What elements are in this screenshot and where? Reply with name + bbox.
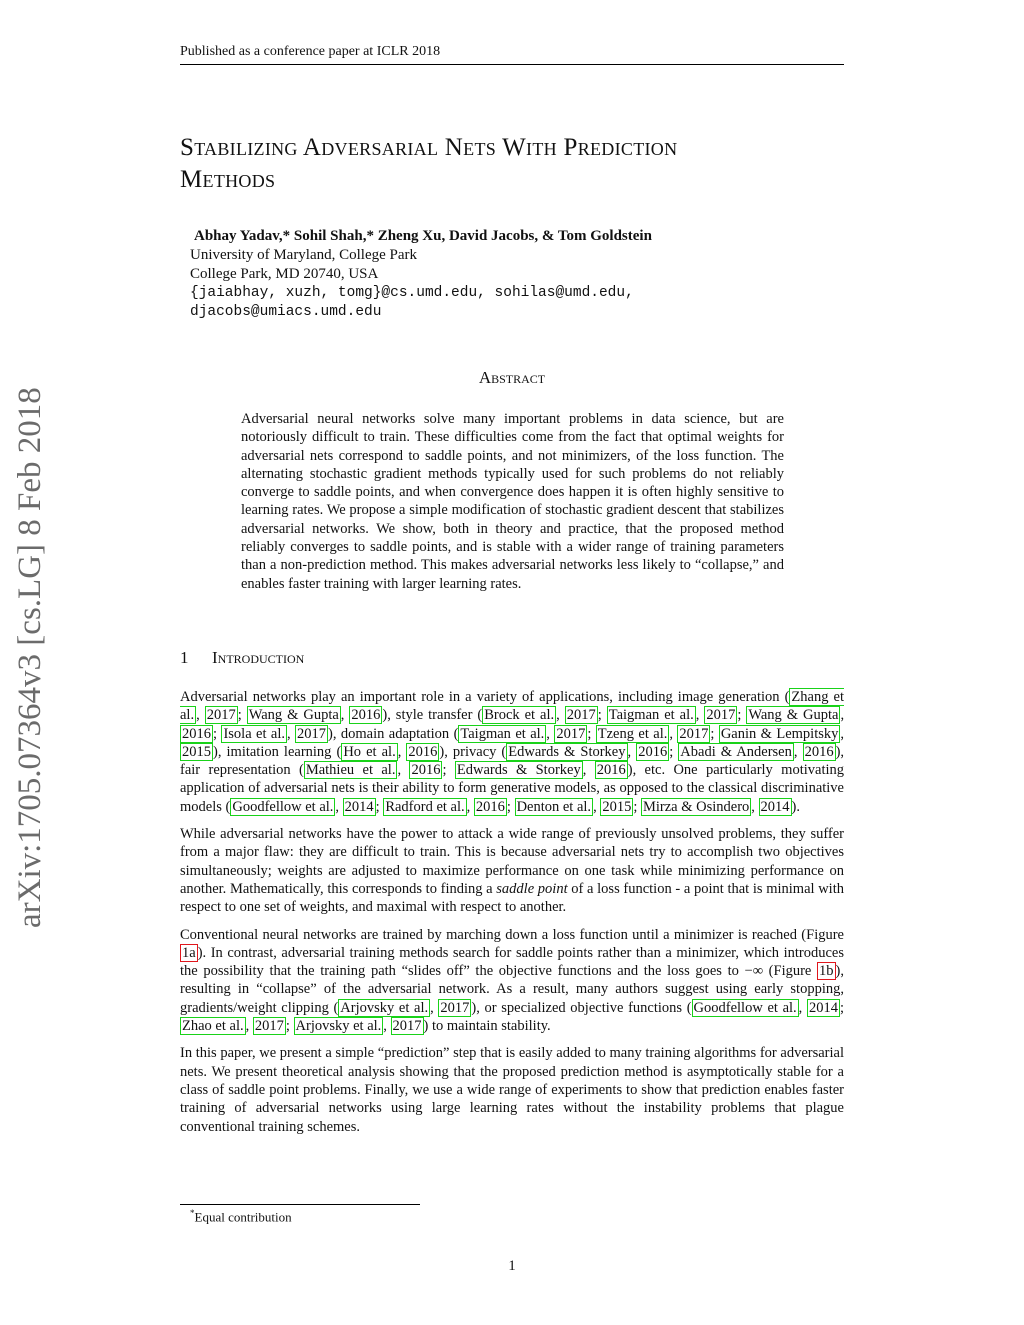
text: ).	[791, 798, 800, 815]
paragraph-4: In this paper, we present a simple “prediction” step that is easily added to many training algorithms for adversarial nets. We present theoretical analysis showing that the proposed prediction method is asymptotically stable for a class of saddle point problems. Finally, we use a wide range of experiments to show that prediction enables faster training of adversarial networks using large learning rates without the instability problems that plague conventional training schemes.	[180, 1045, 844, 1135]
emphasis: saddle point	[496, 880, 568, 897]
footnote-mark: *	[190, 1208, 195, 1218]
text: of a loss function - a point that is minimal with respect to one set of weights, and maximal with respect to another.	[180, 880, 844, 916]
text: ), or specialized objective functions (	[471, 999, 692, 1016]
text: ;	[839, 999, 844, 1016]
text: ;	[375, 798, 384, 815]
text: ;	[737, 707, 747, 724]
citation-link[interactable]: Ganin & Lempitsky	[720, 725, 839, 742]
text: ) to maintain stability.	[423, 1018, 551, 1035]
abstract-text: Adversarial neural networks solve many important problems in data science, but are notoriously difficult to train. These difficulties come from the fact that optimal weights for adversarial nets correspond to saddle points, and not minimizers, of the loss function. The alternating stochastic gradient methods typically used for such problems do not reliably converge to saddle points, and when convergence does happen it is often highly sensitive to learning rates. We propose a simple modification of stochastic gradient descent that stabilizes adversarial networks. We show, both in theory and practice, that the proposed method reliably converges to saddle points, and is stable with a wider range of training parameters than a non-prediction method. This makes adversarial networks less likely to “collapse,” and enables faster training with larger learning rates.	[241, 411, 784, 592]
citation-link[interactable]: Arjovsky et al.	[340, 999, 429, 1016]
citation-link[interactable]: Mirza & Osindero	[642, 798, 750, 815]
citation-year-link[interactable]: 2016	[408, 743, 438, 760]
abstract-heading: Abstract	[478, 368, 546, 387]
citation-link[interactable]: Wang & Gupta	[748, 707, 839, 724]
citation-link[interactable]: Wang & Gupta	[248, 707, 339, 724]
paragraph-3: Conventional neural networks are trained by marching down a loss function until a minimizer is reached (Figure 1a ). In contrast, adversarial training methods search for saddle points rather than a minimizer, which introduces the possibility that the training path “slides off” the objective functions and the loss goes to −∞ (Figure 1b ), resulting in “collapse” of the adversarial network. As a result, many authors suggest using early stopping, gradients/weight clipping ( Arjovsky et al. , 2017 ), or specialized objective functions ( Goodfellow et al. , 2014 ; Zhao et al. , 2017 ; Arjovsky et al. , 2017 ) to maintain stability.	[180, 926, 844, 1035]
citation-link[interactable]: Zhang et al.	[180, 689, 844, 724]
citation-link[interactable]: Arjovsky et al.	[295, 1018, 382, 1035]
citation-year-link[interactable]: 2015	[182, 743, 211, 760]
paragraph-1: Adversarial networks play an important role in a variety of applications, including image generation ( Zhang et al. , 2017 ; Wang & Gupta , 2016 ), style transfer ( Brock et al. , 2017 ; Taigman et al. , 2017 ; Wang & Gupta , 2016 ; Isola et al. , 2017 ), domain adaptation ( Taigman et al. , 2017 ; Tzeng et al. , 2017 ; Ganin & Lempitsky , 2015 ), imitation learning ( Ho et al. , 2016 ), privacy ( Edwards & Storkey , 2016 ; Abadi & Andersen , 2016 ), fair representation ( Mathieu et al. , 2016 ; Edwards & Storkey , 2016 ), etc. One particularly motivating application of adversarial nets is their ability to form generative models, as opposed to the classical discriminative models ( Goodfellow et al. , 2014 ; Radford et al. , 2016 ; Denton et al. , 2015 ; Mirza & Osindero , 2014 ).	[180, 689, 845, 815]
text: ;	[285, 1018, 294, 1035]
citation-year-link[interactable]: 2014	[808, 999, 838, 1016]
address: College Park, MD 20740, USA	[190, 266, 379, 282]
citation-year-link[interactable]: 2016	[596, 762, 626, 779]
citation-year-link[interactable]: 2016	[804, 743, 834, 760]
citation-link[interactable]: Zhao et al.	[182, 1018, 244, 1035]
citation-year-link[interactable]: 2016	[475, 798, 505, 815]
footnote	[190, 1208, 292, 1225]
affiliation: University of Maryland, College Park	[190, 247, 418, 263]
footnote-rule	[180, 1204, 420, 1205]
text: ;	[213, 725, 222, 742]
paragraph-2	[180, 825, 844, 916]
citation-year-link[interactable]: 2017	[297, 725, 327, 742]
citation-link[interactable]: Brock et al.	[484, 707, 555, 724]
text: ). In contrast, adversarial training methods search for saddle points rather than a minimizer, which introduces the possibility that the training path “slides off” the objective functions and the loss goes to −∞ (Figure	[180, 944, 844, 980]
text: ;	[237, 707, 247, 724]
citation-link[interactable]: Denton et al.	[516, 798, 592, 815]
text: ), privacy (	[439, 743, 507, 760]
citation-year-link[interactable]: 2017	[440, 999, 470, 1016]
citation-year-link[interactable]: 2016	[351, 707, 381, 724]
section-heading	[180, 648, 304, 668]
text: ;	[587, 725, 596, 742]
citation-link[interactable]: Goodfellow et al.	[232, 798, 334, 815]
text: ;	[597, 707, 607, 724]
section-title: Introduction	[212, 648, 305, 667]
paper-title	[180, 132, 850, 196]
footnote-text: Equal contribution	[194, 1209, 292, 1225]
text: ), fair representation (	[180, 743, 845, 779]
section-number: 1	[180, 648, 189, 667]
citation-year-link[interactable]: 2017	[706, 707, 736, 724]
text: ;	[669, 743, 679, 760]
text: ), domain adaptation (	[328, 725, 459, 742]
citation-year-link[interactable]: 2014	[344, 798, 374, 815]
citation-year-link[interactable]: 2016	[638, 743, 668, 760]
citation-year-link[interactable]: 2016	[182, 725, 211, 742]
intro-body	[180, 688, 844, 1145]
text: ;	[710, 725, 719, 742]
citation-link[interactable]: Mathieu et al.	[305, 762, 396, 779]
citation-link[interactable]: Radford et al.	[385, 798, 465, 815]
figure-ref-link[interactable]: 1a	[182, 944, 196, 961]
text: ;	[633, 798, 641, 815]
text: ;	[506, 798, 515, 815]
email-line-2: djacobs@umiacs.umd.edu	[190, 304, 382, 320]
running-header: Published as a conference paper at ICLR 2018	[180, 44, 844, 65]
citation-year-link[interactable]: 2017	[392, 1018, 422, 1035]
text: ;	[442, 762, 455, 779]
page-number: 1	[508, 1258, 516, 1274]
text: ), resulting in “collapse” of the adversarial network. As a result, many authors suggest using early stopping, gradients/weight clipping (	[180, 963, 844, 1016]
citation-link[interactable]: Tzeng et al.	[597, 725, 668, 742]
citation-link[interactable]: Edwards & Storkey	[456, 762, 581, 779]
citation-year-link[interactable]: 2017	[679, 725, 709, 742]
email-line-1: {jaiabhay, xuzh, tomg}@cs.umd.edu, sohilas@umd.edu,	[190, 285, 634, 301]
citation-link[interactable]: Abadi & Andersen	[680, 743, 792, 760]
title-line-1: Stabilizing Adversarial Nets With Prediction	[180, 134, 678, 161]
figure-ref-link[interactable]: 1b	[819, 963, 834, 980]
citation-link[interactable]: Taigman et al.	[460, 725, 545, 742]
citation-year-link[interactable]: 2017	[556, 725, 586, 742]
citation-link[interactable]: Taigman et al.	[608, 707, 694, 724]
citation-link[interactable]: Isola et al.	[223, 725, 285, 742]
author-names: Abhay Yadav,* Sohil Shah,* Zheng Xu, David Jacobs, & Tom Goldstein	[194, 228, 652, 244]
citation-year-link[interactable]: 2015	[602, 798, 632, 815]
text: ), etc. One particularly motivating application of adversarial nets is their ability to form generative models, as opposed to the classical discriminative models (	[180, 762, 845, 815]
title-line-2: Methods	[180, 166, 276, 193]
citation-year-link[interactable]: 2017	[566, 707, 596, 724]
text: ), imitation learning (	[213, 743, 342, 760]
arxiv-stamp: arXiv:1705.07364v3 [cs.LG] 8 Feb 2018	[12, 387, 48, 928]
text: ), style transfer (	[382, 707, 483, 724]
citation-year-link[interactable]: 2016	[411, 762, 441, 779]
citation-link[interactable]: Ho et al.	[343, 743, 396, 760]
text: Adversarial networks play an important role in a variety of applications, including image generation (	[180, 689, 790, 705]
citation-year-link[interactable]: 2017	[206, 707, 236, 724]
citation-year-link[interactable]: 2014	[760, 798, 790, 815]
text: Conventional neural networks are trained by marching down a loss function until a minimizer is reached (Figure	[180, 926, 844, 943]
text: While adversarial networks have the power to attack a wide range of previously unsolved problems, they suffer from a major flaw: they are difficult to train. This is because adversarial nets try to accomplish two objectives simultaneously; weights are adjusted to maximize performance on one task while minimizing performance on another. Mathematically, this corresponds to finding a	[180, 826, 844, 897]
citation-link[interactable]: Goodfellow et al.	[693, 999, 797, 1016]
citation-link[interactable]: Edwards & Storkey	[508, 743, 626, 760]
author-block	[190, 227, 850, 322]
citation-year-link[interactable]: 2017	[254, 1018, 284, 1035]
